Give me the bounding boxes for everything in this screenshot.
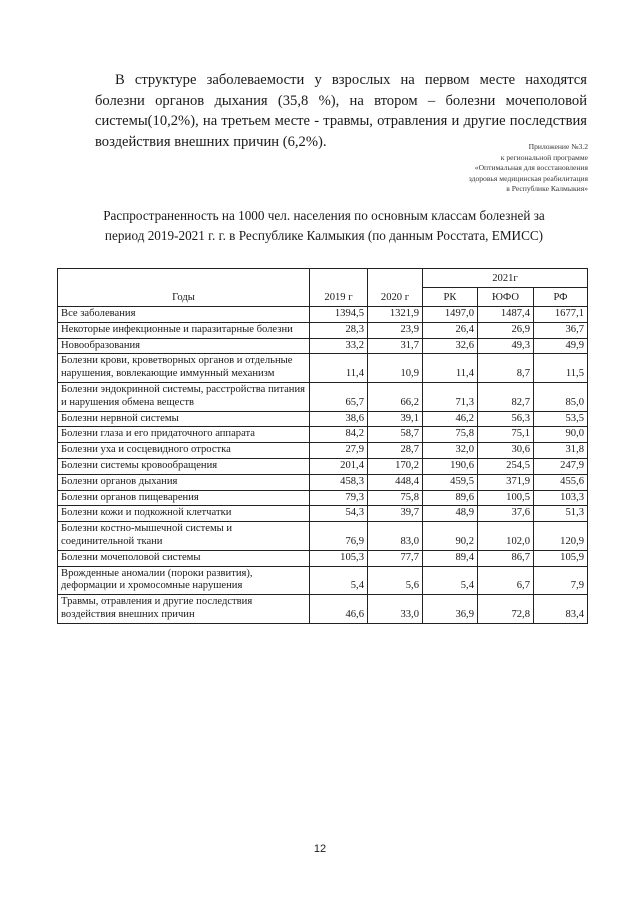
cell-rf: 90,0 bbox=[534, 427, 588, 443]
cell-2020: 1321,9 bbox=[368, 307, 423, 323]
cell-rf: 51,3 bbox=[534, 506, 588, 522]
cell-rf: 36,7 bbox=[534, 322, 588, 338]
cell-yufo: 102,0 bbox=[478, 522, 534, 551]
cell-rk: 89,4 bbox=[423, 550, 478, 566]
morbidity-table bbox=[57, 268, 588, 624]
table-row bbox=[58, 307, 588, 323]
header-years: Годы bbox=[58, 269, 310, 307]
table-row bbox=[58, 474, 588, 490]
cell-2019: 76,9 bbox=[310, 522, 368, 551]
appendix-line: к региональной программе bbox=[500, 152, 588, 162]
header-rf: РФ bbox=[534, 288, 588, 307]
cell-2020: 170,2 bbox=[368, 458, 423, 474]
cell-2019: 5,4 bbox=[310, 566, 368, 595]
table-header-row bbox=[58, 269, 588, 288]
cell-rk: 11,4 bbox=[423, 354, 478, 383]
table-row bbox=[58, 595, 588, 624]
cell-2020: 28,7 bbox=[368, 443, 423, 459]
row-name: Некоторые инфекционные и паразитарные болезни bbox=[58, 322, 310, 338]
cell-2020: 66,2 bbox=[368, 382, 423, 411]
cell-2019: 201,4 bbox=[310, 458, 368, 474]
row-name: Все заболевания bbox=[58, 307, 310, 323]
header-2020: 2020 г bbox=[368, 269, 423, 307]
table-row bbox=[58, 354, 588, 383]
row-name: Болезни крови, кроветворных органов и отдельные нарушения, вовлекающие иммунный механизм bbox=[58, 354, 310, 383]
cell-rf: 49,9 bbox=[534, 338, 588, 354]
cell-rk: 459,5 bbox=[423, 474, 478, 490]
cell-2019: 11,4 bbox=[310, 354, 368, 383]
table-title-line: Распространенность на 1000 чел. населения по основным классам болезней за bbox=[103, 208, 545, 223]
cell-yufo: 8,7 bbox=[478, 354, 534, 383]
cell-rk: 46,2 bbox=[423, 411, 478, 427]
table-row bbox=[58, 411, 588, 427]
cell-rf: 11,5 bbox=[534, 354, 588, 383]
cell-2019: 105,3 bbox=[310, 550, 368, 566]
row-name: Врожденные аномалии (пороки развития), деформации и хромосомные нарушения bbox=[58, 566, 310, 595]
cell-yufo: 82,7 bbox=[478, 382, 534, 411]
appendix-line: Приложение №3.2 bbox=[528, 142, 588, 151]
cell-rk: 190,6 bbox=[423, 458, 478, 474]
cell-2020: 83,0 bbox=[368, 522, 423, 551]
cell-2019: 54,3 bbox=[310, 506, 368, 522]
table-row bbox=[58, 506, 588, 522]
cell-yufo: 30,6 bbox=[478, 443, 534, 459]
cell-rf: 120,9 bbox=[534, 522, 588, 551]
cell-2019: 28,3 bbox=[310, 322, 368, 338]
header-2019: 2019 г bbox=[310, 269, 368, 307]
cell-yufo: 371,9 bbox=[478, 474, 534, 490]
cell-2019: 38,6 bbox=[310, 411, 368, 427]
cell-rf: 83,4 bbox=[534, 595, 588, 624]
cell-rf: 103,3 bbox=[534, 490, 588, 506]
cell-rk: 26,4 bbox=[423, 322, 478, 338]
table-body bbox=[58, 307, 588, 624]
appendix-line: здоровья медицинская реабилитация bbox=[468, 173, 588, 183]
cell-2019: 65,7 bbox=[310, 382, 368, 411]
cell-rk: 32,0 bbox=[423, 443, 478, 459]
row-name: Болезни системы кровообращения bbox=[58, 458, 310, 474]
row-name: Болезни эндокринной системы, расстройства питания и нарушения обмена веществ bbox=[58, 382, 310, 411]
row-name: Болезни уха и сосцевидного отростка bbox=[58, 443, 310, 459]
header-rk: РК bbox=[423, 288, 478, 307]
cell-rf: 455,6 bbox=[534, 474, 588, 490]
cell-yufo: 254,5 bbox=[478, 458, 534, 474]
page-number: 12 bbox=[313, 843, 327, 855]
cell-2020: 448,4 bbox=[368, 474, 423, 490]
cell-rk: 89,6 bbox=[423, 490, 478, 506]
cell-2020: 5,6 bbox=[368, 566, 423, 595]
row-name: Болезни нервной системы bbox=[58, 411, 310, 427]
cell-rk: 71,3 bbox=[423, 382, 478, 411]
cell-rf: 105,9 bbox=[534, 550, 588, 566]
cell-rf: 247,9 bbox=[534, 458, 588, 474]
cell-2020: 23,9 bbox=[368, 322, 423, 338]
cell-rf: 53,5 bbox=[534, 411, 588, 427]
cell-rk: 75,8 bbox=[423, 427, 478, 443]
cell-2019: 458,3 bbox=[310, 474, 368, 490]
cell-rk: 32,6 bbox=[423, 338, 478, 354]
cell-2019: 1394,5 bbox=[310, 307, 368, 323]
cell-2020: 58,7 bbox=[368, 427, 423, 443]
cell-rk: 90,2 bbox=[423, 522, 478, 551]
table-row bbox=[58, 490, 588, 506]
cell-yufo: 49,3 bbox=[478, 338, 534, 354]
table-row bbox=[58, 443, 588, 459]
intro-paragraph: В структуре заболеваемости у взрослых на первом месте находятся болезни органов дыхания (35,8 %), на втором – болезни мочеполовой системы(10,2%), на третьем месте - травмы, отравления и другие последствия воздействия внешних причин (6,2%). bbox=[95, 72, 587, 150]
cell-yufo: 72,8 bbox=[478, 595, 534, 624]
row-name: Болезни мочеполовой системы bbox=[58, 550, 310, 566]
row-name: Травмы, отравления и другие последствия воздействия внешних причин bbox=[58, 595, 310, 624]
cell-yufo: 100,5 bbox=[478, 490, 534, 506]
row-name: Новообразования bbox=[58, 338, 310, 354]
cell-2020: 77,7 bbox=[368, 550, 423, 566]
table-row bbox=[58, 338, 588, 354]
table-row bbox=[58, 550, 588, 566]
row-name: Болезни костно-мышечной системы и соединительной ткани bbox=[58, 522, 310, 551]
cell-2020: 39,7 bbox=[368, 506, 423, 522]
table-row bbox=[58, 382, 588, 411]
cell-rf: 31,8 bbox=[534, 443, 588, 459]
table-title bbox=[84, 206, 564, 245]
cell-yufo: 86,7 bbox=[478, 550, 534, 566]
cell-rk: 36,9 bbox=[423, 595, 478, 624]
cell-yufo: 56,3 bbox=[478, 411, 534, 427]
cell-yufo: 26,9 bbox=[478, 322, 534, 338]
header-2021-group: 2021г bbox=[423, 269, 588, 288]
cell-rk: 1497,0 bbox=[423, 307, 478, 323]
table-row bbox=[58, 427, 588, 443]
cell-rk: 48,9 bbox=[423, 506, 478, 522]
table-row bbox=[58, 458, 588, 474]
cell-2019: 33,2 bbox=[310, 338, 368, 354]
cell-rf: 1677,1 bbox=[534, 307, 588, 323]
cell-2019: 84,2 bbox=[310, 427, 368, 443]
header-yufo: ЮФО bbox=[478, 288, 534, 307]
intro-text bbox=[95, 70, 587, 152]
table-row bbox=[58, 566, 588, 595]
row-name: Болезни органов пищеварения bbox=[58, 490, 310, 506]
cell-rk: 5,4 bbox=[423, 566, 478, 595]
table-row bbox=[58, 322, 588, 338]
cell-rf: 85,0 bbox=[534, 382, 588, 411]
cell-2019: 79,3 bbox=[310, 490, 368, 506]
row-name: Болезни кожи и подкожной клетчатки bbox=[58, 506, 310, 522]
row-name: Болезни глаза и его придаточного аппарата bbox=[58, 427, 310, 443]
cell-2019: 46,6 bbox=[310, 595, 368, 624]
cell-2020: 31,7 bbox=[368, 338, 423, 354]
cell-yufo: 75,1 bbox=[478, 427, 534, 443]
cell-rf: 7,9 bbox=[534, 566, 588, 595]
cell-yufo: 37,6 bbox=[478, 506, 534, 522]
appendix-line: «Оптимальная для восстановления bbox=[474, 163, 588, 173]
table-title-line: период 2019-2021 г. г. в Республике Калмыкия (по данным Росстата, ЕМИСС) bbox=[104, 227, 544, 243]
cell-2019: 27,9 bbox=[310, 443, 368, 459]
cell-2020: 39,1 bbox=[368, 411, 423, 427]
cell-2020: 75,8 bbox=[368, 490, 423, 506]
cell-yufo: 6,7 bbox=[478, 566, 534, 595]
cell-2020: 10,9 bbox=[368, 354, 423, 383]
table-row bbox=[58, 522, 588, 551]
cell-yufo: 1487,4 bbox=[478, 307, 534, 323]
row-name: Болезни органов дыхания bbox=[58, 474, 310, 490]
cell-2020: 33,0 bbox=[368, 595, 423, 624]
appendix-note bbox=[358, 142, 588, 195]
appendix-line: в Республике Калмыкия» bbox=[506, 184, 588, 194]
